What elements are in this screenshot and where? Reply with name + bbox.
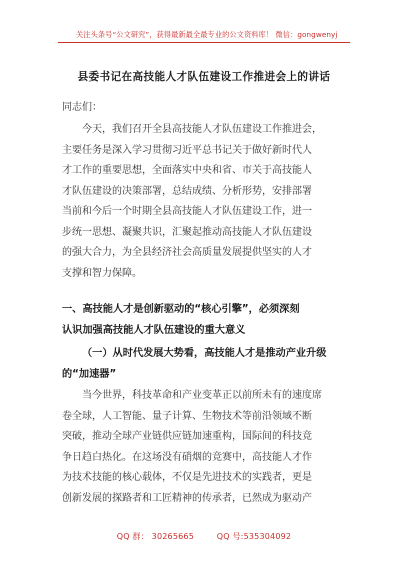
paragraph-line: 步统一思想、凝聚共识，汇聚起推动高技能人才队伍建设 bbox=[62, 226, 312, 238]
heading-line: （一）从时代发展大势看，高技能人才是推动产业升级 bbox=[82, 348, 327, 359]
heading-line: 的“加速器” bbox=[62, 368, 117, 380]
document-title: 县委书记在高技能人才队伍建设工作推进会上的讲话 bbox=[77, 71, 331, 83]
paragraph-line: 主要任务是深入学习贯彻习近平总书记关于做好新时代人 bbox=[62, 144, 312, 156]
banner-divider bbox=[58, 42, 350, 43]
qq-number-text: QQ 号:535304092 bbox=[216, 532, 292, 541]
paragraph-line: 才队伍建设的决策部署，总结成绩、分析形势，安排部署 bbox=[62, 185, 312, 197]
paragraph-line: 创新发展的探路者和工匠精神的传承者，已然成为驱动产 bbox=[62, 492, 312, 504]
salutation: 同志们： bbox=[62, 102, 102, 113]
paragraph-line: 当今世界，科技革命和产业变革正以前所未有的速度席 bbox=[82, 390, 322, 401]
paragraph-line: 支撑和智力保障。 bbox=[62, 267, 142, 279]
paragraph-line: 争日趋白热化。在这场没有硝烟的竞赛中，高技能人才作 bbox=[62, 451, 312, 463]
paragraph-line: 突破，推动全球产业链供应链加速重构，国际间的科技竞 bbox=[62, 431, 312, 442]
qq-group-text: QQ 群： 30265665 bbox=[116, 532, 194, 541]
heading-line: 一、高技能人才是创新驱动的“核心引擎”，必须深刻 bbox=[62, 304, 300, 315]
paragraph-era bbox=[62, 386, 348, 509]
paragraph-line: 为技术技能的核心载体，不仅是先进技术的实践者，更是 bbox=[62, 472, 312, 483]
subsection-heading-1 bbox=[62, 344, 352, 385]
paragraph-line: 才工作的重要思想，全面落实中央和省、市关于高技能人 bbox=[62, 165, 312, 176]
paragraph-line: 今天，我们召开全县高技能人才队伍建设工作推进会， bbox=[82, 124, 322, 135]
paragraph-intro bbox=[62, 120, 348, 284]
promo-banner: 关注头条号“公文研究”，获得最新最全最专业的公文资料库！ 微信：gongwenyj bbox=[76, 30, 338, 39]
section-heading-1 bbox=[62, 300, 352, 341]
paragraph-line: 的强大合力，为全县经济社会高质量发展提供坚实的人才 bbox=[62, 247, 312, 258]
heading-line: 认识加强高技能人才队伍建设的重大意义 bbox=[62, 324, 246, 336]
paragraph-line: 当前和今后一个时期全县高技能人才队伍建设工作，进一 bbox=[62, 206, 312, 217]
page-footer bbox=[0, 531, 408, 542]
paragraph-line: 卷全球，人工智能、量子计算、生物技术等前沿领域不断 bbox=[62, 410, 312, 422]
